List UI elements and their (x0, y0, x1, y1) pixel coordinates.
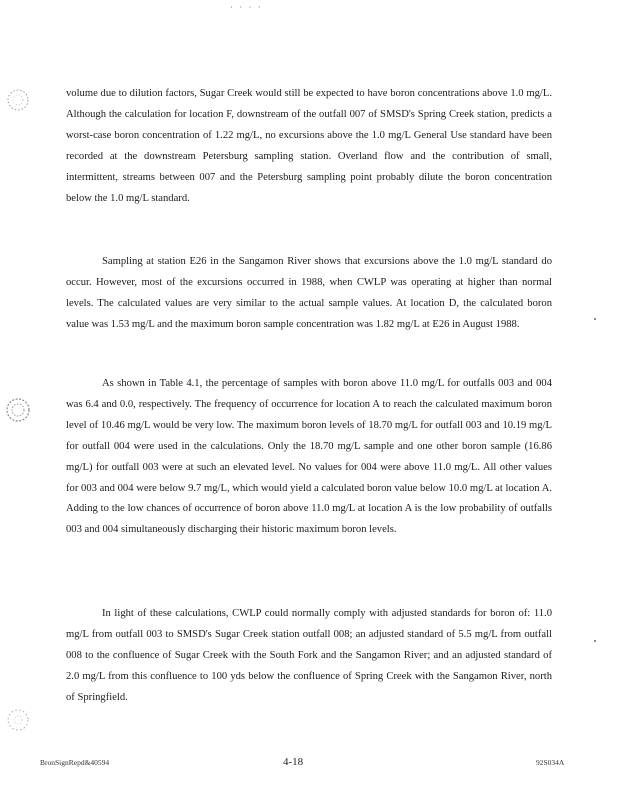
body-paragraph-2: Sampling at station E26 in the Sangamon River shows that excursions above the 1.0 mg/L standard do occur. However, most of the excursions occurred in 1988, when CWLP was operating at higher than normal levels. The calculated values are very similar to the actual sample values. At location D, the calculated boron value was 1.53 mg/L and the maximum boron sample concentration was 1.82 mg/L at E26 in August 1988. (66, 256, 552, 330)
page-number: 4-18 (283, 756, 304, 768)
body-paragraph-1: volume due to dilution factors, Sugar Creek would still be expected to have boron concentrations above 1.0 mg/L. Although the calculation for location F, downstream of the outfall 007 of SMSD's Spring Creek station, predicts a worst-case boron concentration of 1.22 mg/L, no excursions above the 1.0 mg/L General Use standard have been recorded at the downstream Petersburg sampling station. Overland flow and the contribution of small, intermittent, streams between 007 and the Petersburg sampling point probably dilute the boron concentration below the 1.0 mg/L standard. (66, 88, 552, 204)
footer-file-reference: BronSignRepd&40594 (40, 758, 110, 767)
punch-hole-icon (4, 706, 32, 734)
body-paragraph-3: As shown in Table 4.1, the percentage of samples with boron above 11.0 mg/L for outfalls 003 and 004 was 6.4 and 0.0, respectively. The frequency of occurrence for location A to reach the calculated maximum boron level of 10.46 mg/L would be very low. The maximum boron levels of 18.70 mg/L for outfall 003 and 10.19 mg/L for outfall 004 were used in the calculations. Only the 18.70 mg/L sample and one other boron sample (16.86 mg/L) for outfall 003 were at such an elevated level. No values for 004 were above 11.0 mg/L. All other values for 003 and 004 were below 9.7 mg/L, which would yield a calculated boron value below 10.0 mg/L at location A. Adding to the low chances of occurrence of boron above 11.0 mg/L at location A is the low probability of outfalls 003 and 004 simultaneously discharging their historic maximum boron levels. (66, 378, 552, 536)
footer-document-code: 92S034A (536, 758, 565, 767)
scan-speck (594, 318, 596, 320)
scan-speck (594, 640, 596, 642)
punch-hole-icon (4, 86, 32, 114)
punch-hole-icon (4, 396, 32, 424)
body-paragraph-4: In light of these calculations, CWLP could normally comply with adjusted standards for boron of: 11.0 mg/L from outfall 003 to SMSD's Sugar Creek station outfall 008; an adjusted standard of 5.5 mg/L from outfall 008 to the confluence of Sugar Creek with the South Fork and the Sangamon River; and an adjusted standard of 2.0 mg/L from this confluence to 100 yds below the confluence of Spring Creek with the Sangamon River, north of Springfield. (66, 608, 552, 703)
scan-top-mark: · · · · (230, 2, 263, 12)
